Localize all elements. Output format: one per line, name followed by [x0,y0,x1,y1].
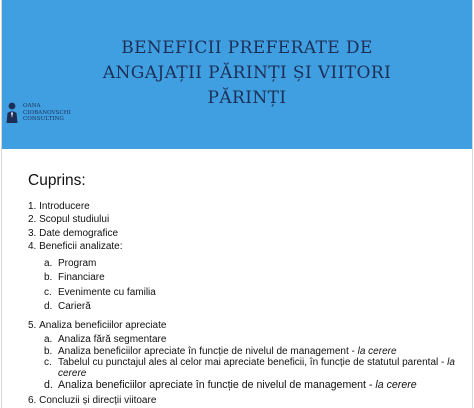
subitem-text: Analiza beneficiilor apreciate în funcție de nivelul de management - [58,345,358,357]
title-line-2: ANGAJAȚII PĂRINȚI ȘI VIITORI [102,63,392,83]
toc-subitem-letter: a. [44,334,53,346]
toc-list [28,200,464,408]
toc-item-label: Date demografice [39,227,119,239]
toc-subitem-letter: c. [44,356,52,368]
table-of-contents [28,172,464,408]
logo-line-2: CIOBANOVSCHI [23,109,71,116]
logo-line-1: OANA [23,103,41,109]
toc-item-introduction [28,200,464,213]
person-logo-icon [5,101,19,123]
toc-subitem-career [44,300,464,315]
header-band [2,0,472,149]
toc-heading: Cuprins: [28,172,86,189]
subitem-text: Analiza fără segmentare [58,334,167,346]
toc-item-label: Concluzii și direcții viitoare [39,395,157,407]
toc-item-number: 4. [28,241,40,253]
toc-subitem-letter: c. [44,286,52,298]
toc-sublist [44,334,464,392]
toc-item-demographics [28,227,464,240]
toc-subitem-management-level-2 [44,379,464,392]
document-title [62,36,432,111]
toc-item-number: 6. [28,395,40,407]
toc-sublist [44,257,464,315]
toc-subitem-label: Program [58,257,97,269]
toc-item-label: Analiza beneficiilor apreciate [39,320,167,331]
toc-item-number: 1. [28,201,40,212]
on-request-note: la cerere [375,379,417,392]
toc-subitem-label [58,379,464,392]
on-request-note: la cerere [357,345,397,357]
title-line-3: PĂRINȚI [207,88,287,108]
toc-item-label: Scopul studiului [39,214,110,226]
on-request-note: la cerere [58,356,455,380]
toc-subitem-label: Evenimente cu familia [58,286,156,298]
toc-item-benefits-analysis [28,319,464,392]
toc-subitem-family-events [44,286,464,301]
toc-item-label: Introducere [39,201,90,212]
toc-item-label: Beneficii analizate: [39,241,123,253]
toc-subitem-letter: b. [44,272,53,284]
toc-subitem-label: Carieră [58,301,91,313]
toc-item-number: 2. [28,214,40,226]
toc-subitem-letter: d. [44,301,53,313]
toc-item-number: 5. [28,320,40,331]
title-line-1: BENEFICII PREFERATE DE [121,38,373,58]
toc-subitem-financial [44,271,464,286]
logo-line-3: CONSULTING [23,116,64,123]
logo-wordmark [23,103,71,123]
toc-subitem-letter: b. [44,345,53,357]
toc-subitem-unsegmented [44,334,464,345]
subitem-text: Tabelul cu punctajul ales al celor mai apreciate beneficii, în funcție de statutul parental - [58,356,448,368]
company-logo [5,100,75,126]
subitem-text: Analiza beneficiilor apreciate în funcție de nivelul de management - [58,379,376,392]
toc-subitem-letter: a. [44,257,53,269]
toc-subitem-management-level [44,346,464,357]
toc-item-study-scope [28,213,464,226]
toc-item-conclusions [28,394,464,407]
toc-subitem-label [58,334,464,345]
toc-item-number: 3. [28,227,40,239]
toc-subitem-program [44,257,464,272]
toc-subitem-label [58,346,464,357]
toc-item-benefits-analyzed [28,240,464,315]
toc-subitem-label [58,357,464,379]
toc-subitem-letter: d. [44,379,53,392]
toc-subitem-label: Financiare [58,272,105,284]
toc-subitem-parental-status-table [44,357,464,379]
document-page [2,0,472,408]
